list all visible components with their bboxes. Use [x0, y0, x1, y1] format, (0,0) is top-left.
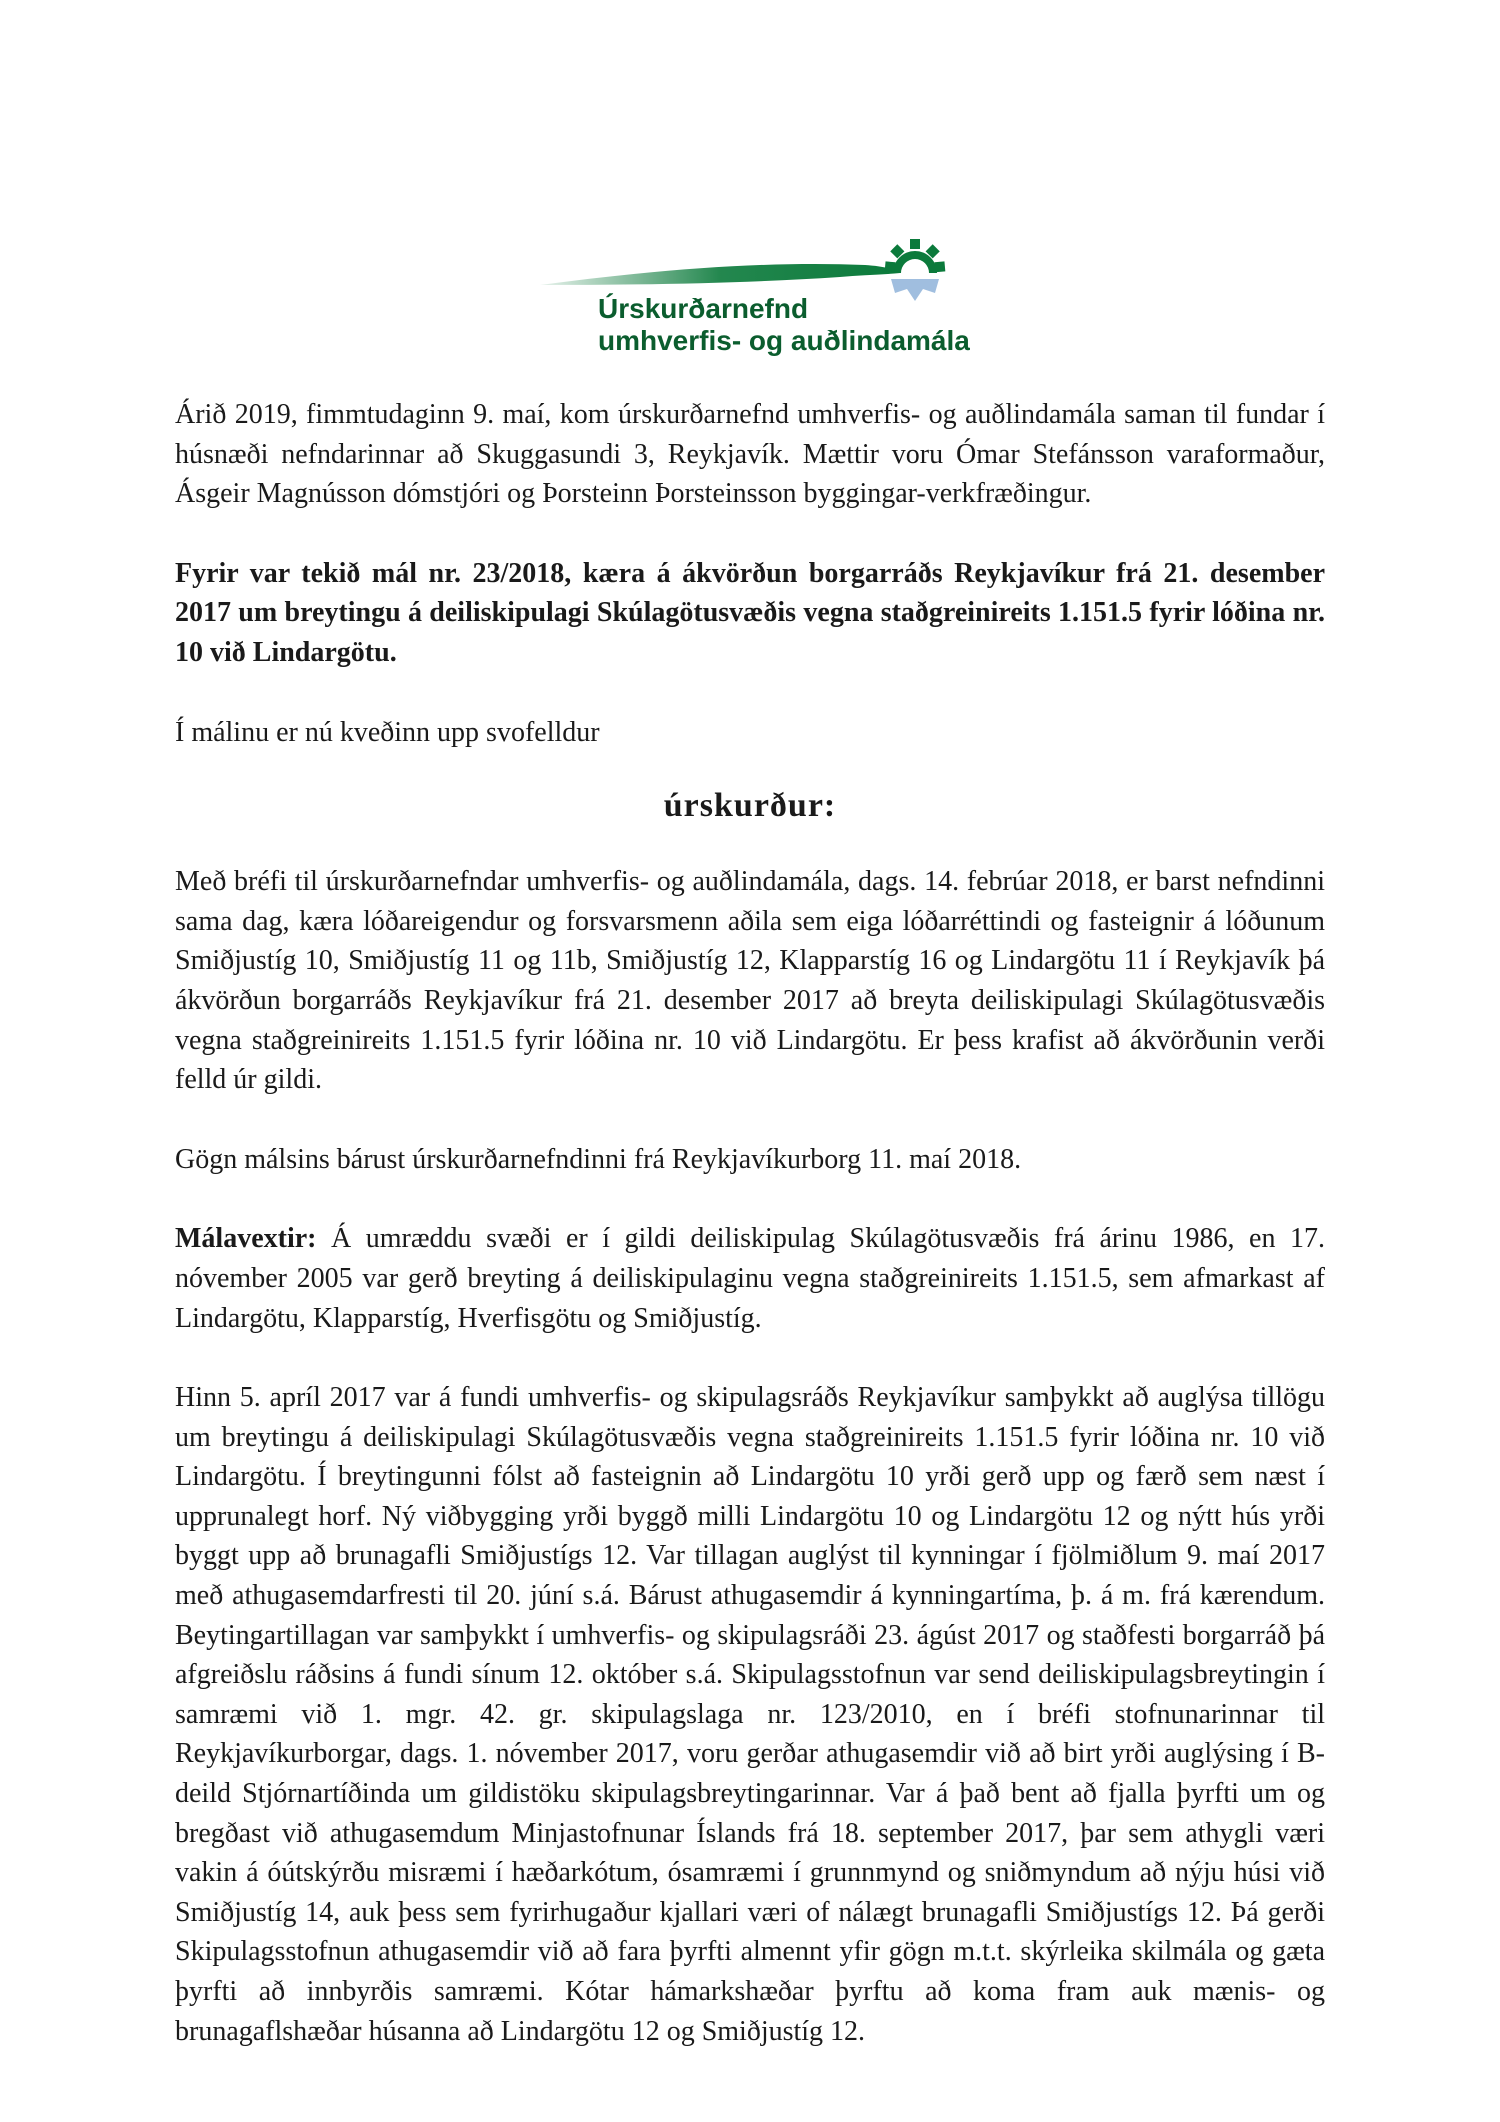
facts-text: Á umræddu svæði er í gildi deiliskipulag Skúlagötusvæðis frá árinu 1986, en 17. nóvember 2005 var gerð breyting á deiliskipulaginu vegna staðgreinireits 1.151.5, sem afmarkast af Lindargötu, Klapparstíg, Hverfisgötu og Smiðjustíg. — [175, 1223, 1325, 1334]
document-body — [175, 395, 1325, 2051]
logo-swoosh — [540, 264, 900, 285]
case-title: Fyrir var tekið mál nr. 23/2018, kæra á ákvörðun borgarráðs Reykjavíkur frá 21. desember 2017 um breytingu á deiliskipulagi Skúlagötusvæðis vegna staðgreinireits 1.151.5 fyrir lóðina nr. 10 við Lindargötu. — [175, 557, 1325, 668]
preamble: Í málinu er nú kveðinn upp svofelldur — [175, 716, 600, 748]
logo — [520, 225, 980, 360]
gear-icon — [885, 239, 946, 301]
logo-subtitle: umhverfis- og auðlindamála — [598, 325, 970, 356]
logo-title: Úrskurðarnefnd — [598, 293, 809, 324]
facts-label: Málavextir: — [175, 1223, 317, 1255]
documents-paragraph: Gögn málsins bárust úrskurðarnefndinni frá Reykjavíkurborg 11. maí 2018. — [175, 1143, 1022, 1175]
intro-paragraph: Árið 2019, fimmtudaginn 9. maí, kom úrskurðarnefnd umhverfis- og auðlindamála saman til fundar í húsnæði nefndarinnar að Skuggasundi 3, Reykjavík. Mættir voru Ómar Stefánsson varaformaður, Ásgeir Magnússon dómstjóri og Þorsteinn Þorsteinsson byggingar-verkfræðingur. — [175, 399, 1325, 510]
letter-paragraph: Með bréfi til úrskurðarnefndar umhverfis- og auðlindamála, dags. 14. febrúar 2018, er barst nefndinni sama dag, kæra lóðareigendur og forsvarsmenn aðila sem eiga lóðarréttindi og fasteignir á lóðunum Smiðjustíg 10, Smiðjustíg 11 og 11b, Smiðjustíg 12, Klapparstíg 16 og Lindargötu 11 í Reykjavík þá ákvörðun borgarráðs Reykjavíkur frá 21. desember 2017 að breyta deiliskipulagi Skúlagötusvæðis vegna staðgreinireits 1.151.5 fyrir lóðina nr. 10 við Lindargötu. Er þess krafist að ákvörðunin verði felld úr gildi. — [175, 866, 1325, 1096]
facts-paragraph — [175, 1219, 1325, 1338]
history-paragraph: Hinn 5. apríl 2017 var á fundi umhverfis- og skipulagsráðs Reykjavíkur samþykkt að auglýsa tillögu um breytingu á deiliskipulagi Skúlagötusvæðis vegna staðgreinireits 1.151.5 fyrir lóðina nr. 10 við Lindargötu. Í breytingunni fólst að fasteignin að Lindargötu 10 yrði gerð upp og færð sem næst í upprunalegt horf. Ný viðbygging yrði byggð milli Lindargötu 10 og Lindargötu 12 og nýtt hús yrði byggt upp að brunagafli Smiðjustígs 12. Var tillagan auglýst til kynningar í fjölmiðlum 9. maí 2017 með athugasemdarfresti til 20. júní s.á. Bárust athugasemdir á kynningartíma, þ. á m. frá kærendum. Beytingartillagan var samþykkt í umhverfis- og skipulagsráði 23. ágúst 2017 og staðfesti borgarráð þá afgreiðslu ráðsins á fundi sínum 12. október s.á. Skipulagsstofnun var send deiliskipulagsbreytingin í samræmi við 1. mgr. 42. gr. skipulagslaga nr. 123/2010, en í bréfi stofnunarinnar til Reykjavíkurborgar, dags. 1. nóvember 2017, voru gerðar athugasemdir við að birt yrði auglýsing í B-deild Stjórnartíðinda um gildistöku skipulagsbreytingarinnar. Var á það bent að fjalla þyrfti um og bregðast við athugasemdum Minjastofnunar Íslands frá 18. september 2017, þar sem athygli væri vakin á óútskýrðu misræmi í hæðarkótum, ósamræmi í grunnmynd og sniðmyndum að nýju húsi við Smiðjustíg 14, auk þess sem fyrirhugaður kjallari væri of nálægt brunagafli Smiðjustígs 12. Þá gerði Skipulagsstofnun athugasemdir við að fara þyrfti almennt yfir gögn m.t.t. skýrleika skilmála og gæta þyrfti að innbyrðis samræmi. Kótar hámarkshæðar þyrftu að koma fram auk mænis- og brunagaflshæðar húsanna að Lindargötu 12 og Smiðjustíg 12. — [175, 1382, 1325, 2047]
ruling-heading: úrskurður: — [663, 787, 837, 825]
